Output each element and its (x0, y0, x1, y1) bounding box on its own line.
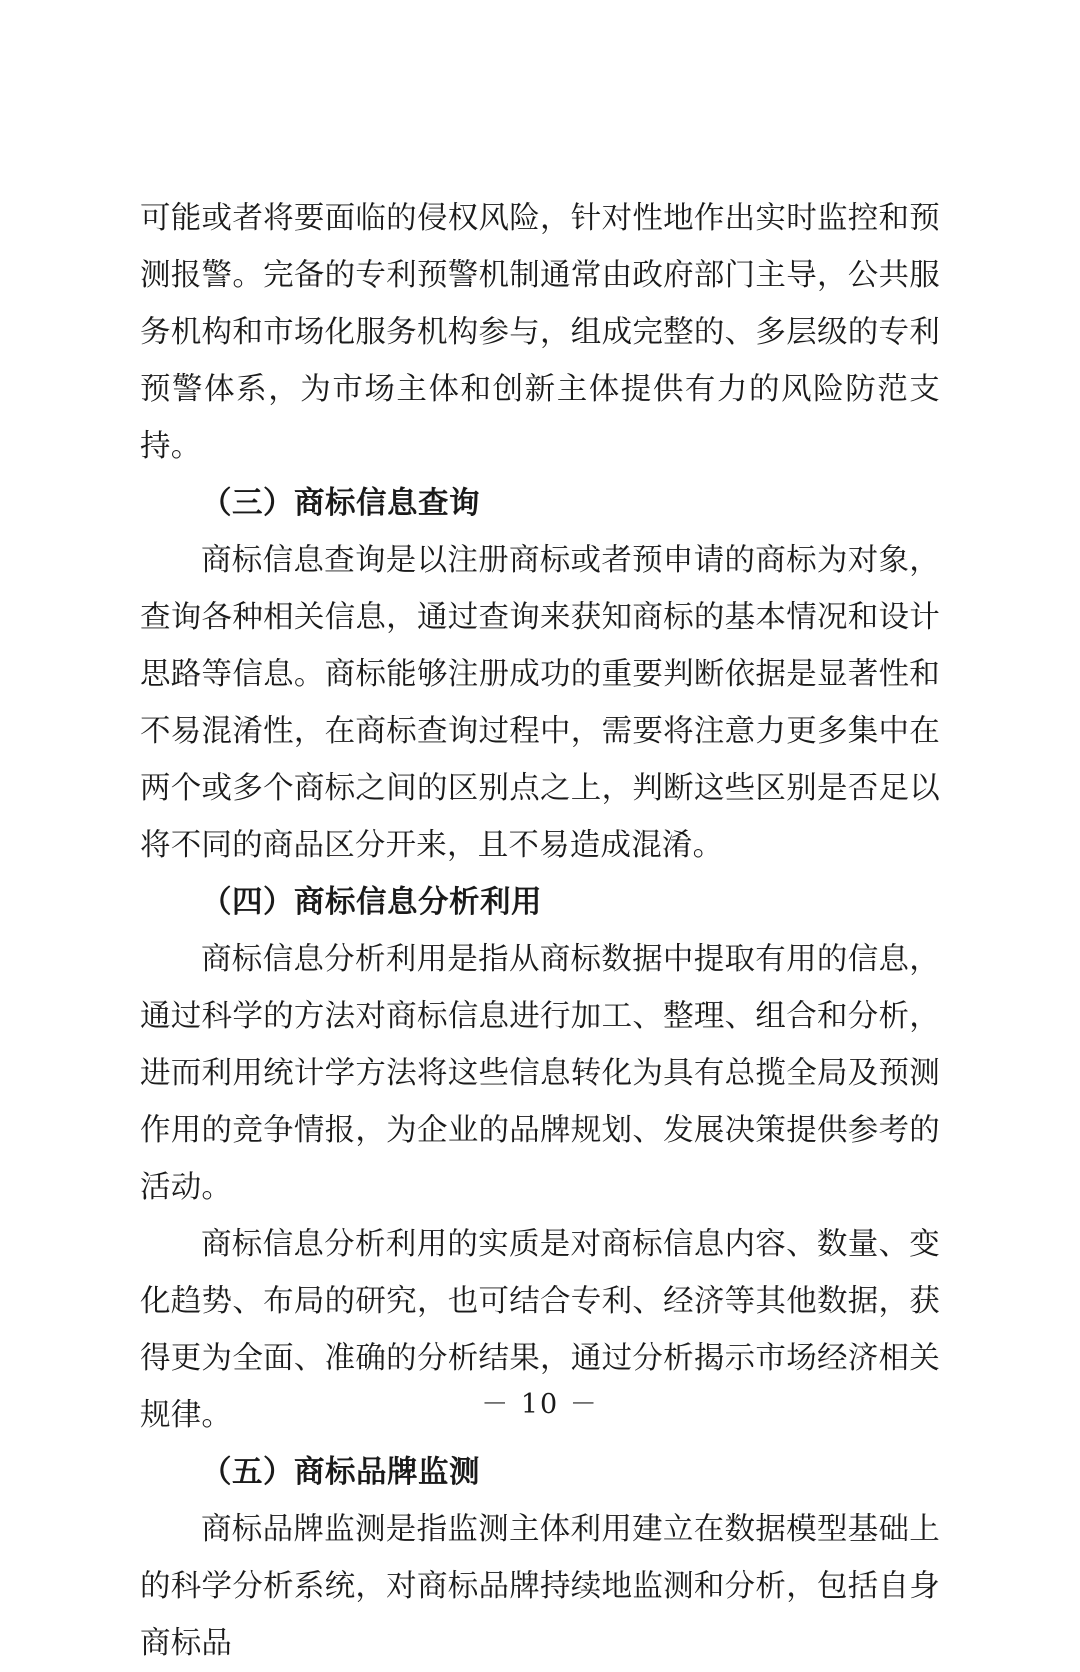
section-heading-trademark-brand-monitoring: （五）商标品牌监测 (201, 1454, 480, 1490)
paragraph-trademark-brand-monitoring: 商标品牌监测是指监测主体利用建立在数据模型基础上的科学分析系统，对商标品牌持续地监测和分析，包括自身商标品 (140, 1512, 940, 1661)
paragraph-trademark-info-query: 商标信息查询是以注册商标或者预申请的商标为对象，查询各种相关信息，通过查询来获知商标的基本情况和设计思路等信息。商标能够注册成功的重要判断依据是显著性和不易混淆性，在商标查询过程中，需要将注意力更多集中在两个或多个商标之间的区别点之上，判断这些区别是否足以将不同的商品区分开来，且不易造成混淆。 (140, 543, 940, 863)
section-heading-trademark-info-query: （三）商标信息查询 (201, 485, 480, 521)
document-body (140, 190, 940, 1672)
paragraph-trademark-info-analysis-1: 商标信息分析利用是指从商标数据中提取有用的信息，通过科学的方法对商标信息进行加工、整理、组合和分析，进而利用统计学方法将这些信息转化为具有总揽全局及预测作用的竞争情报，为企业的品牌规划、发展决策提供参考的活动。 (140, 942, 940, 1205)
paragraph-trademark-info-analysis-2: 商标信息分析利用的实质是对商标信息内容、数量、变化趋势、布局的研究，也可结合专利、经济等其他数据，获得更为全面、准确的分析结果，通过分析揭示市场经济相关规律。 (140, 1227, 940, 1433)
page-number: － 10 － (481, 1389, 599, 1420)
section-heading-trademark-info-analysis: （四）商标信息分析利用 (201, 884, 542, 920)
paragraph-continued: 可能或者将要面临的侵权风险，针对性地作出实时监控和预测报警。完备的专利预警机制通常由政府部门主导，公共服务机构和市场化服务机构参与，组成完整的、多层级的专利预警体系，为市场主体和创新主体提供有力的风险防范支持。 (140, 201, 940, 464)
